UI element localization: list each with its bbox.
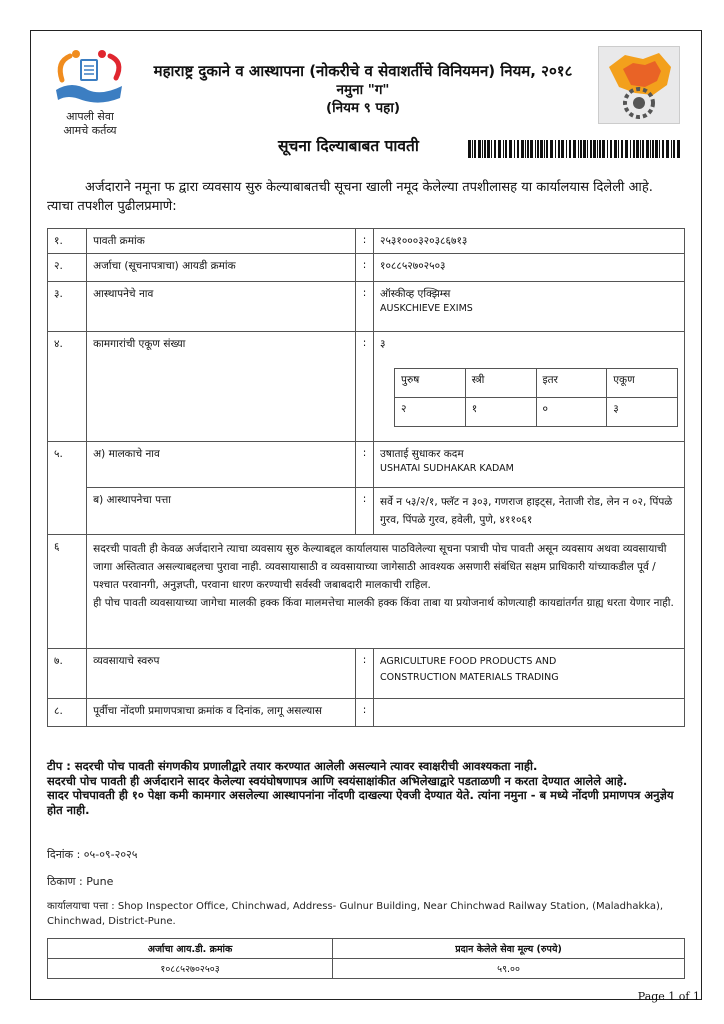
worker-value-row <box>395 398 678 427</box>
details-table <box>47 228 685 727</box>
fee-header-application-id: अर्जाचा आय.डी. क्रमांक <box>48 939 333 959</box>
business-nature <box>374 649 685 699</box>
establishment-name-english: AUSKCHIEVE EXIMS <box>380 303 473 314</box>
row-label: ब) आस्थापनेचा पत्ता <box>87 488 356 535</box>
department-emblem <box>598 46 680 124</box>
row-colon: : <box>356 332 374 442</box>
row-number: ४. <box>48 332 87 442</box>
previous-registration <box>374 699 685 727</box>
disclaimer-text-2: ही पोच पावती व्यवसायाच्या जागेचा मालकी हक्क किंवा मालमत्तेचा मालकी हक्क किंवा ताबा या प्रयोजनार्थ कोणत्याही कायद्यांतर्गत ग्राह्य धरता येणार नाही. <box>93 597 674 609</box>
row-number: १. <box>48 229 87 254</box>
rule-reference: (नियम ९ पहा) <box>326 100 400 116</box>
row-number: २. <box>48 254 87 282</box>
form-title-block <box>128 62 598 117</box>
row-colon: : <box>356 488 374 535</box>
owner-name-marathi: उषाताई सुधाकर कदम <box>380 448 464 460</box>
table-row <box>48 254 685 282</box>
note-line-1: टीप : सदरची पोच पावती संगणकीय प्रणालीद्वारे तयार करण्यात आलेली असल्याने त्यावर स्वाक्षरीची आवश्यकता नाही. <box>47 759 538 773</box>
page-number: Page 1 of 1 <box>637 990 700 1003</box>
fee-application-id: १०८८५२७०२५०३ <box>48 959 333 979</box>
table-row <box>48 699 685 727</box>
fee-value-row <box>48 959 685 979</box>
table-row <box>48 488 685 535</box>
header-other: इतर <box>536 369 607 398</box>
note-block <box>47 759 687 817</box>
row-label: कामगारांची एकूण संख्या <box>87 332 356 442</box>
office-address: कार्यालयाचा पत्ता : Shop Inspector Office, Chinchwad, Address- Gulnur Building, Near Chinchwad Railway Station, (Maladhakka), Chinchwad, District-Pune. <box>47 901 664 927</box>
row-number: ६ <box>48 535 87 649</box>
row-colon: : <box>356 282 374 332</box>
barcode <box>468 140 684 158</box>
receipt-heading: सूचना दिल्याबाबत पावती <box>278 137 419 155</box>
row-label: अर्जाचा (सूचनापत्राचा) आयडी क्रमांक <box>87 254 356 282</box>
row-label: पूर्वीचा नोंदणी प्रमाणपत्राचा क्रमांक व दिनांक, लागू असल्यास <box>87 699 356 727</box>
tagline-line-2: आमचे कर्तव्य <box>63 124 117 137</box>
establishment-address: सर्वे न ५३/२/१, फ्लॅट न ३०३, गणराज हाइट्स, नेताजी रोड, लेन न ०२, पिंपळे गुरव, पिंपळे गुरव, हवेली, पुणे, ४११०६१ <box>374 488 685 535</box>
header-total: एकूण <box>607 369 678 398</box>
row-colon: : <box>356 699 374 727</box>
row-colon: : <box>356 254 374 282</box>
row-label: आस्थापनेचे नाव <box>87 282 356 332</box>
logo-tagline <box>50 110 130 138</box>
act-title: महाराष्ट्र दुकाने व आस्थापना (नोकरीचे व सेवाशर्तीचे विनियमन) नियम, २०१८ <box>153 62 573 80</box>
worker-breakdown-table <box>394 368 678 427</box>
business-nature-line-2: CONSTRUCTION MATERIALS TRADING <box>380 672 559 683</box>
row-colon: : <box>356 442 374 488</box>
fee-header-amount: प्रदान केलेले सेवा मूल्य (रुपये) <box>333 939 685 959</box>
table-row <box>48 649 685 699</box>
owner-name-english: USHATAI SUDHAKAR KADAM <box>380 463 514 474</box>
tagline-line-1: आपली सेवा <box>66 110 114 123</box>
value-other: ० <box>536 398 607 427</box>
note-line-2: सदरची पोच पावती ही अर्जदाराने सादर केलेल्या स्वयंघोषणापत्र आणि स्वयंसाक्षांकीत अभिलेखाद्वारे पडताळणी न करता देण्यात आलेले आहे. <box>47 773 628 788</box>
worker-count-cell <box>374 332 685 442</box>
value-male: २ <box>395 398 466 427</box>
table-row <box>48 229 685 254</box>
fee-table <box>47 938 685 979</box>
value-female: १ <box>465 398 536 427</box>
issue-place: ठिकाण : Pune <box>47 875 114 888</box>
header-male: पुरुष <box>395 369 466 398</box>
establishment-name-marathi: ऑस्कीव्ह एक्झिम्स <box>380 288 451 300</box>
value-total: ३ <box>607 398 678 427</box>
receipt-number: २५३१०००३२०३८६७१३ <box>374 229 685 254</box>
fee-amount: ५९.०० <box>333 959 685 979</box>
disclaimer-text-1: सदरची पावती ही केवळ अर्जदाराने त्याचा व्यवसाय सुरु केल्याबद्दल कार्यालयास पाठविलेल्या सूचना पत्राची पोच पावती असून व्यवसाय अथवा व्यवसायाची जागा अस्तित्वात असल्याबद्दलचा पुरावा नाही. व्यवसायासाठी व व्यवसायाच्या जागेसाठी आवश्यक असणारी संबंधित सक्षम प्राधिकारी यांच्याकडील पूर्व / पश्चात परवानगी, अनुज्ञप्ती, परवाना धारण करण्याची सर्वस्वी जबाबदारी मालकाची राहिल. <box>93 543 667 591</box>
business-nature-line-1: AGRICULTURE FOOD PRODUCTS AND <box>380 656 557 667</box>
row-label: अ) मालकाचे नाव <box>87 442 356 488</box>
row-number: ८. <box>48 699 87 727</box>
row-colon: : <box>356 649 374 699</box>
fee-header-row <box>48 939 685 959</box>
owner-name <box>374 442 685 488</box>
establishment-name <box>374 282 685 332</box>
row-label: व्यवसायाचे स्वरुप <box>87 649 356 699</box>
worker-header-row <box>395 369 678 398</box>
note-line-3: सादर पोचपावती ही १० पेक्षा कमी कामगार असलेल्या आस्थापनांना नोंदणी दाखल्या ऐवजी देण्यात येते. त्यांना नमुना - ब मध्ये नोंदणी प्रमाणपत्र अनुज्ञेय होत नाही. <box>47 788 674 817</box>
row-colon: : <box>356 229 374 254</box>
table-row <box>48 535 685 649</box>
row-label: पावती क्रमांक <box>87 229 356 254</box>
disclaimer-cell <box>87 535 685 649</box>
header-female: स्त्री <box>465 369 536 398</box>
form-name: नमुना "ग" <box>336 82 390 98</box>
application-id: १०८८५२७०२५०३ <box>374 254 685 282</box>
row-number: ७. <box>48 649 87 699</box>
row-number: ३. <box>48 282 87 332</box>
table-row <box>48 282 685 332</box>
table-row <box>48 442 685 488</box>
total-workers: ३ <box>380 338 386 350</box>
table-row <box>48 332 685 442</box>
issue-date: दिनांक : ०५-०९-२०२५ <box>47 848 138 861</box>
row-number: ५. <box>48 442 87 535</box>
intro-paragraph: अर्जदाराने नमूना फ द्वारा व्यवसाय सुरु केल्याबाबतची सूचना खाली नमूद केलेल्या तपशीलासह या कार्यालयास दिलेली आहे. त्याचा तपशील पुढीलप्रमाणे: <box>47 180 653 214</box>
